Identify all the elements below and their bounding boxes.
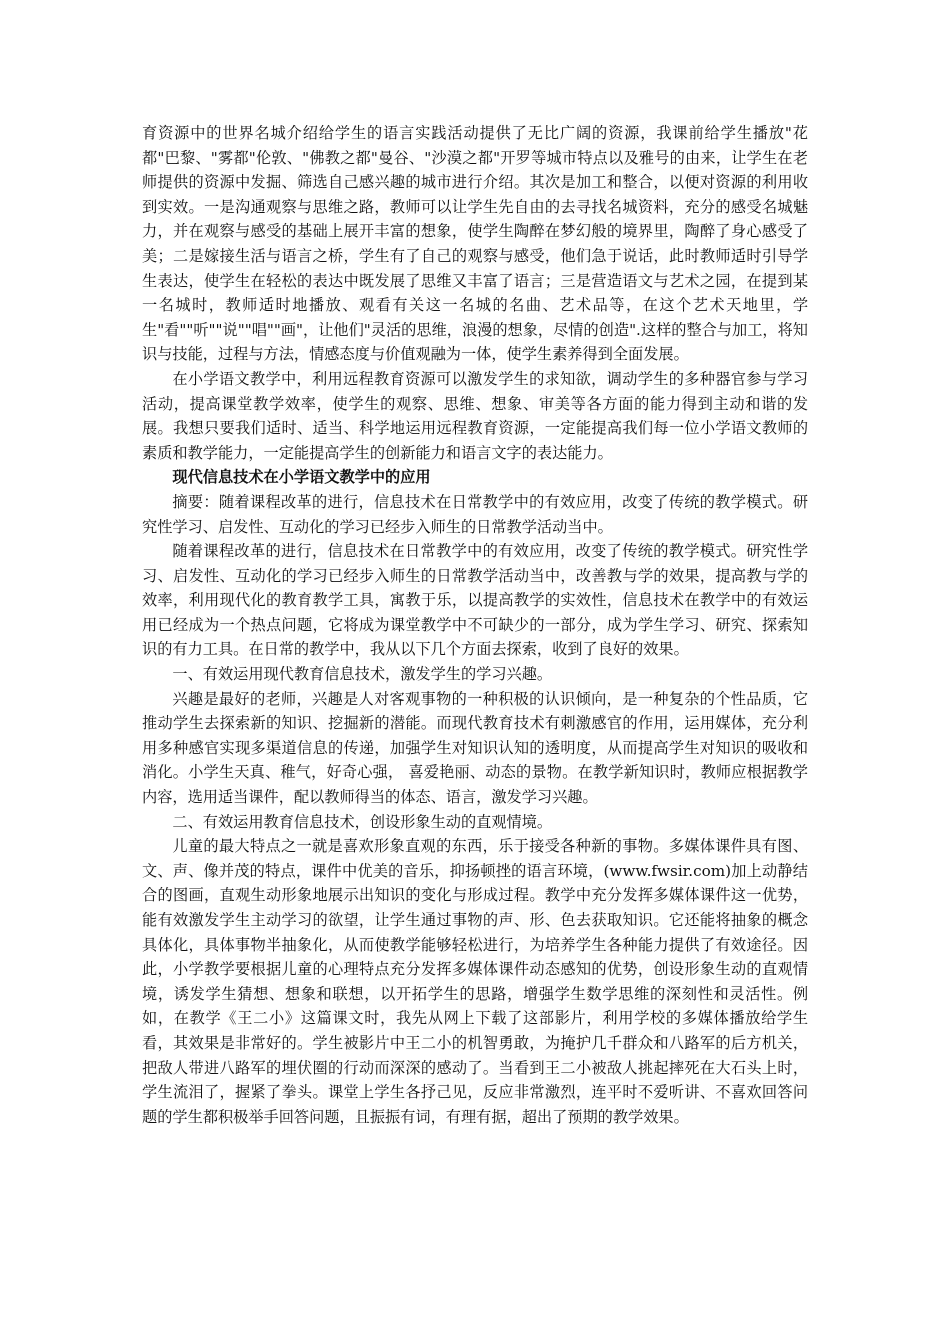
- paragraph-continuation: 育资源中的世界名城介绍给学生的语言实践活动提供了无比广阔的资源，我课前给学生播放"花都"巴黎、"雾都"伦敦、"佛教之都"曼谷、"沙漠之都"开罗等城市特点以及雅号的由来，让学生在老师提供的资源中发掘、筛选自己感兴趣的城市进行介绍。其次是加工和整合，以便对资源的利用收到实效。一是沟通观察与思维之路，教师可以让学生先自由的去寻找名城资料，充分的感受名城魅力，并在观察与感受的基础上展开丰富的想象，使学生陶醉在梦幻般的境界里，陶醉了身心感受了美；二是嫁接生活与语言之桥，学生有了自己的观察与感受，他们急于说话，此时教师适时引导学生表达，使学生在轻松的表达中既发展了思维又丰富了语言；三是营造语文与艺术之园，在提到某一名城时，教师适时地播放、观看有关这一名城的名曲、艺术品等，在这个艺术天地里，学生"看""听""说""唱""画"，让他们"灵活的思维，浪漫的想象，尽情的创造".这样的整合与加工，将知识与技能，过程与方法，情感态度与价值观融为一体，使学生素养得到全面发展。: [142, 124, 808, 364]
- section-heading-1: 一、有效运用现代教育信息技术，激发学生的学习兴趣。: [172, 665, 553, 684]
- paragraph-abstract: 摘要：随着课程改革的进行，信息技术在日常教学中的有效应用，改变了传统的教学模式。研究性学习、启发性、互动化的学习已经步入师生的日常教学活动当中。: [142, 492, 808, 536]
- paragraph-introduction: 随着课程改革的进行，信息技术在日常教学中的有效应用，改变了传统的教学模式。研究性学习、启发性、互动化的学习已经步入师生的日常教学活动当中，改善教与学的效果，提高教与学的效率，利用现代化的教育教学工具，寓教于乐，以提高教学的实效性，信息技术在教学中的有效运用已经成为一个热点问题，它将成为课堂教学中不可缺少的一部分，成为学生学习、研究、探索知识的有力工具。在日常的教学中，我从以下几个方面去探索，收到了良好的效果。: [142, 542, 808, 659]
- paragraph-remote-education-summary: 在小学语文教学中，利用远程教育资源可以激发学生的求知欲，调动学生的多种器官参与学习活动，提高课堂教学效率，使学生的观察、思维、想象、审美等各方面的能力得到主动和谐的发展。我想只要我们适时、适当、科学地运用远程教育资源，一定能提高我们每一位小学语文教师的素质和教学能力，一定能提高学生的创新能力和语言文字的表达能力。: [142, 369, 808, 462]
- paragraph-visual-context: 儿童的最大特点之一就是喜欢形象直观的东西，乐于接受各种新的事物。多媒体课件具有图、文、声、像并茂的特点，课件中优美的音乐，抑扬顿挫的语言环境，(www.fwsir.com)加上动静结合的图画，直观生动形象地展示出知识的变化与形成过程。教学中充分发挥多媒体课件这一优势，能有效激发学生主动学习的欲望，让学生通过事物的声、形、色去获取知识。它还能将抽象的概念具体化，具体事物半抽象化，从而使教学能够轻松进行，为培养学生各种能力提供了有效途径。因此，小学教学要根据儿童的心理特点充分发挥多媒体课件动态感知的优势，创设形象生动的直观情境，诱发学生猜想、想象和联想，以开拓学生的思路，增强学生数学思维的深刻性和灵活性。例如，在教学《王二小》这篇课文时，我先从网上下载了这部影片，利用学校的多媒体播放给学生看，其效果是非常好的。学生被影片中王二小的机智勇敢，为掩护几千群众和八路军的后方机关，把敌人带进八路军的埋伏圈的行动而深深的感动了。当看到王二小被敌人挑起摔死在大石头上时，学生流泪了，握紧了拳头。课堂上学生各抒己见，反应非常激烈，连平时不爱听讲、不喜欢回答问题的学生都积极举手回答问题，且振振有词，有理有据，超出了预期的教学效果。: [142, 837, 808, 1126]
- document-page: [142, 121, 808, 1129]
- paragraph-interest: 兴趣是最好的老师，兴趣是人对客观事物的一种积极的认识倾向，是一种复杂的个性品质，它推动学生去探索新的知识、挖掘新的潜能。而现代教育技术有刺激感官的作用，运用媒体，充分利用多种感官实现多渠道信息的传递，加强学生对知识认知的透明度，从而提高学生对知识的吸收和消化。小学生天真、稚气，好奇心强， 喜爱艳丽、动态的景物。在教学新知识时，教师应根据教学内容，选用适当课件，配以教师得当的体态、语言，激发学习兴趣。: [142, 689, 808, 807]
- section-heading-2: 二、有效运用教育信息技术，创设形象生动的直观情境。: [172, 812, 553, 831]
- article-title: 现代信息技术在小学语文教学中的应用: [172, 468, 431, 487]
